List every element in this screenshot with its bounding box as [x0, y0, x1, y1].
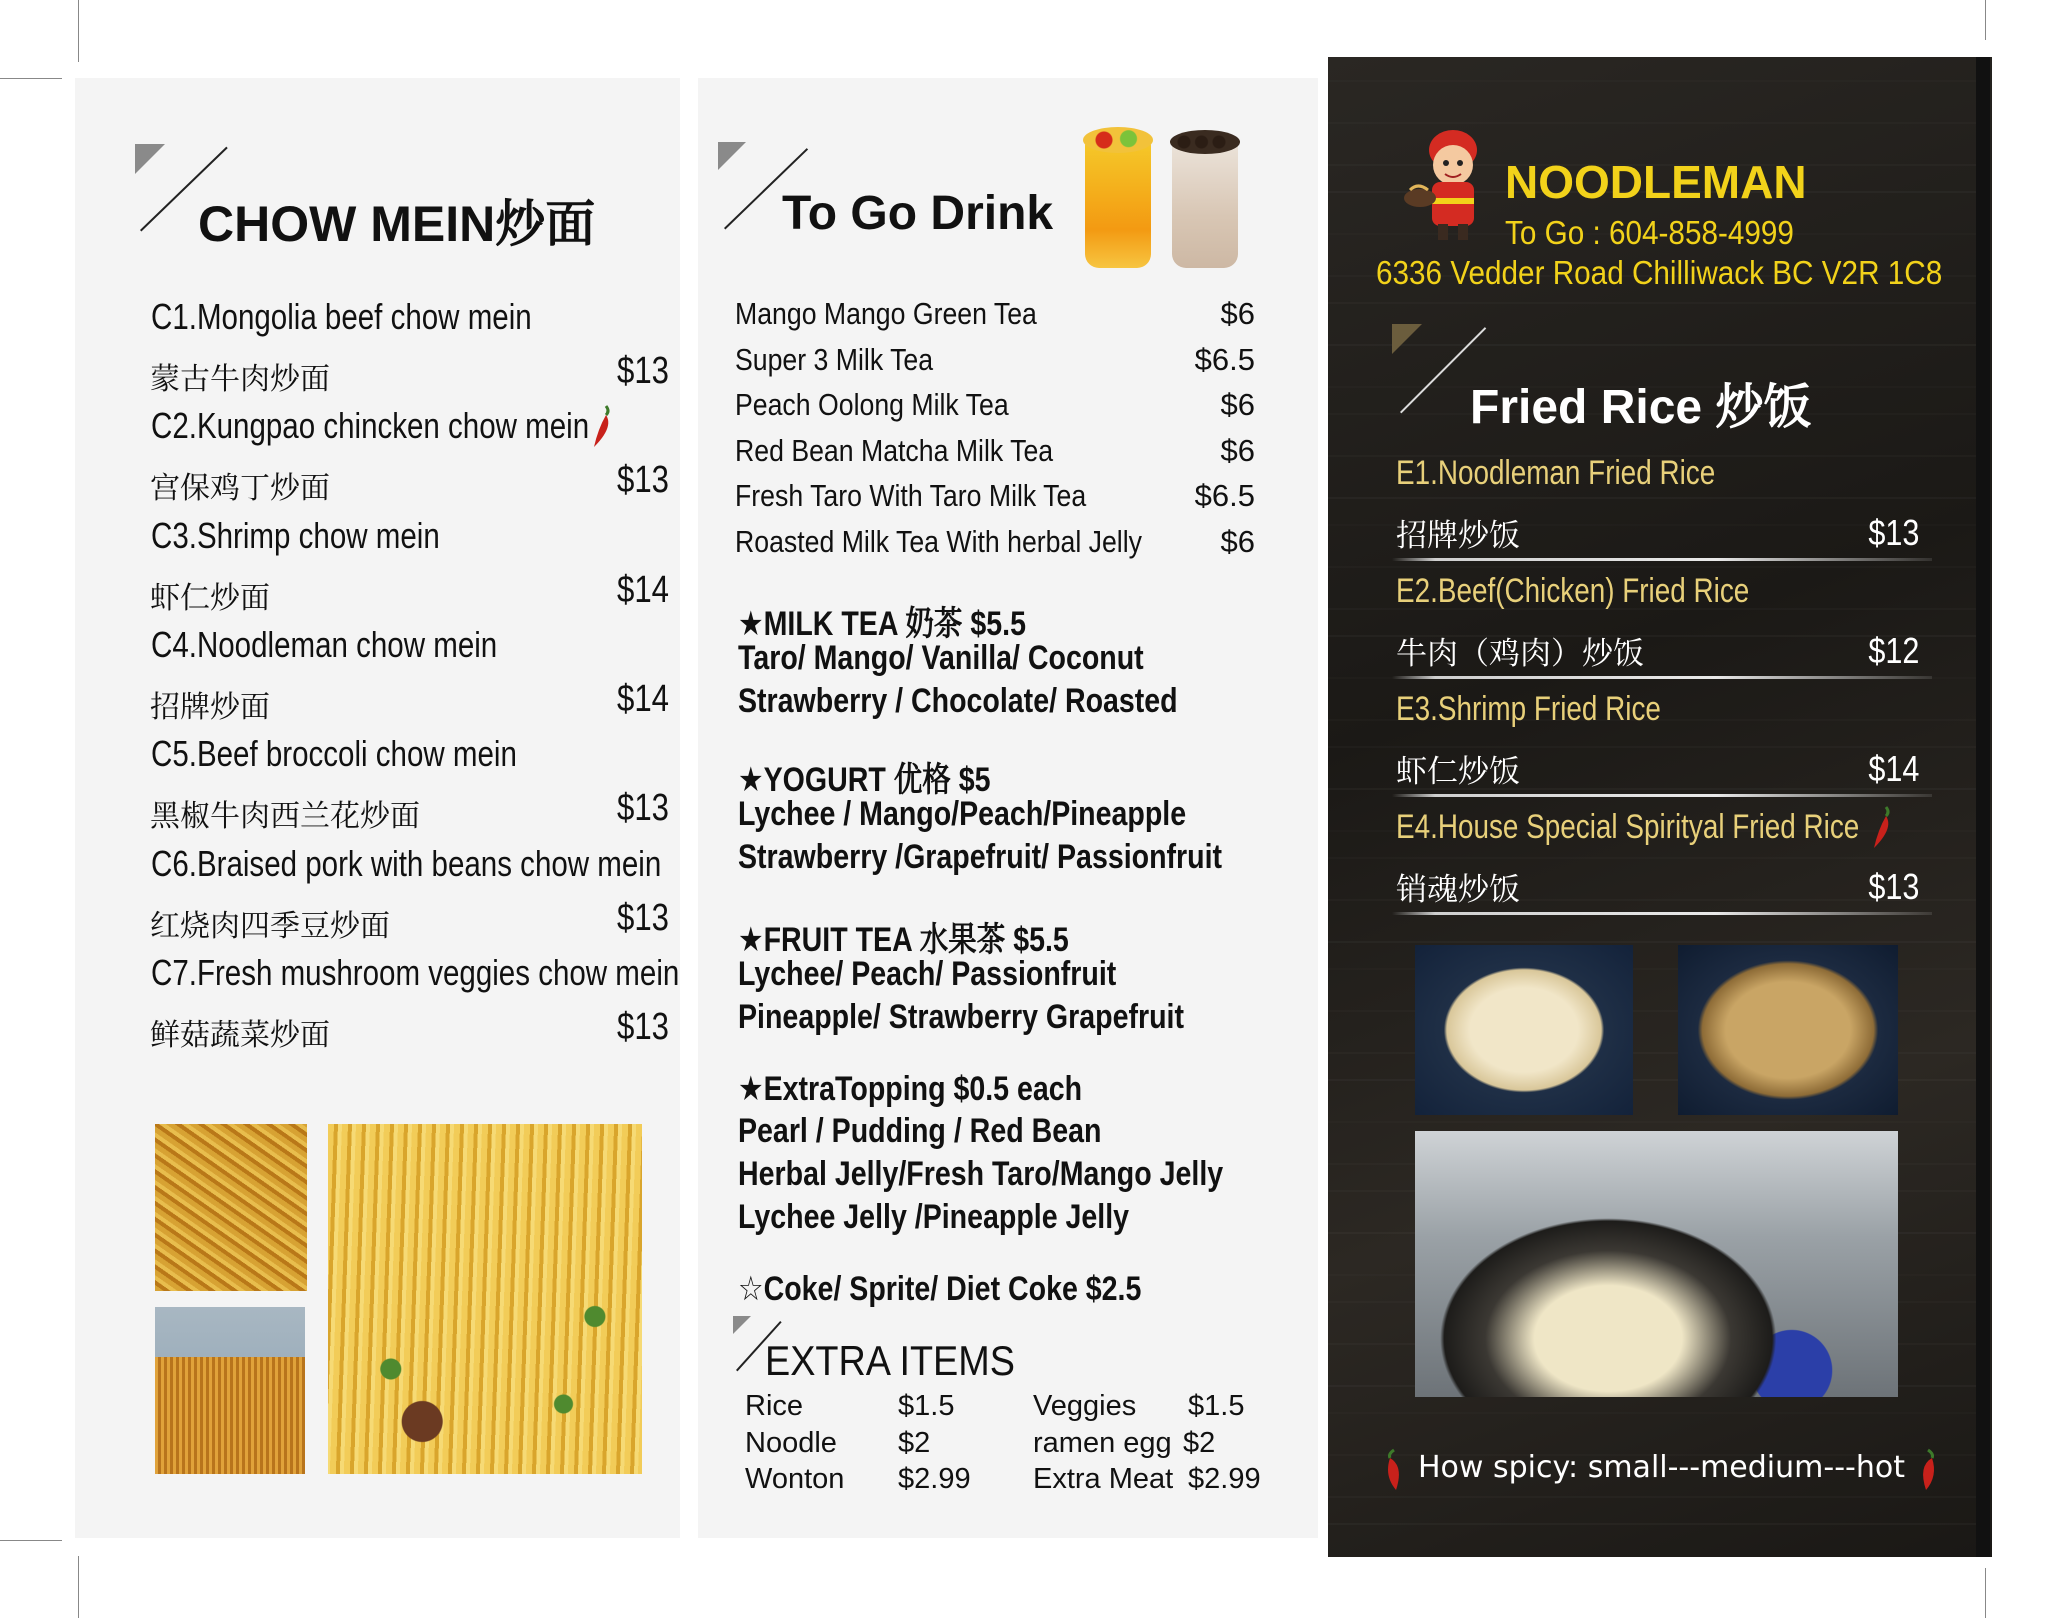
chow-mein-item-price: $13: [617, 896, 669, 939]
crop-mark: [78, 0, 79, 62]
drink-price: $6: [1220, 387, 1255, 422]
wood-grain: [1328, 497, 1978, 499]
fried-rice-photo-2: [1678, 945, 1898, 1115]
drink-price: $6.5: [1194, 341, 1255, 377]
drink-group-line: Strawberry / Chocolate/ Roasted: [738, 682, 1178, 720]
corner-triangle-icon: [1392, 324, 1422, 354]
drink-row: [735, 433, 1255, 473]
drink-group-line: Pineapple/ Strawberry Grapefruit: [738, 998, 1184, 1036]
drink-price: $6.5: [1194, 478, 1255, 513]
chow-mein-item-price: $13: [617, 787, 669, 830]
extra-items-title: EXTRA ITEMS: [765, 1337, 1015, 1384]
drink-row: [735, 296, 1255, 336]
fried-rice-divider: [1392, 794, 1932, 797]
drink-price: $6: [1220, 296, 1255, 331]
extra-item-price: $2.99: [898, 1463, 971, 1495]
extra-item-price: $2: [1183, 1426, 1216, 1459]
chow-mein-item-cn: 蒙古牛肉炒面: [150, 363, 330, 396]
extra-item-name: ramen egg: [1033, 1426, 1172, 1459]
drink-group-line: Strawberry /Grapefruit/ Passionfruit: [738, 838, 1223, 876]
drink-name: Peach Oolong Milk Tea: [735, 387, 1009, 422]
fried-rice-item-cn: 牛肉（鸡肉）炒饭: [1396, 636, 1644, 671]
drink-name: Super 3 Milk Tea: [735, 341, 934, 377]
extra-item-name: Extra Meat: [1033, 1463, 1174, 1495]
chow-mein-item-name: C7.Fresh mushroom veggies chow mein: [151, 951, 680, 993]
fried-rice-item-price: $14: [1868, 748, 1920, 789]
drink-name: Mango Mango Green Tea: [735, 296, 1037, 331]
chow-mein-item-cn: 招牌炒面: [150, 690, 270, 724]
chow-mein-item-cn: 鲜菇蔬菜炒面: [150, 1018, 330, 1052]
fried-rice-item-name: E3.Shrimp Fried Rice: [1396, 690, 1661, 728]
drink-group-line: Lychee/ Peach/ Passionfruit: [738, 955, 1117, 993]
drink-group-line: ★ExtraTopping $0.5 each: [738, 1070, 1083, 1108]
wood-grain: [1328, 566, 1978, 568]
chow-mein-photo-2: [155, 1307, 305, 1474]
wok-cooking-photo: [1415, 1131, 1898, 1397]
wood-grain: [1328, 80, 1978, 82]
chili-pepper-icon: [1914, 1446, 1942, 1494]
to-go-drink-title: To Go Drink: [782, 187, 1054, 240]
chow-mein-item-cn: 虾仁炒面: [150, 581, 270, 615]
wood-grain: [1328, 302, 1978, 304]
brand-address: 6336 Vedder Road Chilliwack BC V2R 1C8: [1376, 254, 1943, 291]
fried-rice-photo-1: [1415, 945, 1633, 1115]
chow-mein-item-name: C1.Mongolia beef chow mein: [151, 296, 532, 337]
brand-name: NOODLEMAN: [1505, 156, 1807, 208]
fried-rice-item-name: E4.House Special Spirityal Fried Rice: [1396, 808, 1860, 846]
wood-grain: [1328, 857, 1978, 859]
fried-rice-item-name: E2.Beef(Chicken) Fried Rice: [1396, 572, 1750, 610]
mascot-logo-icon: [1398, 120, 1508, 250]
fried-rice-item-cn: 招牌炒饭: [1396, 518, 1520, 553]
drink-name: Roasted Milk Tea With herbal Jelly: [735, 523, 1142, 559]
fried-rice-divider: [1392, 676, 1932, 679]
milk-tea-cup: [1172, 140, 1238, 268]
fried-rice-item-cn: 虾仁炒饭: [1396, 754, 1520, 789]
chow-mein-item-price: $13: [617, 459, 669, 502]
drink-group-line: Pearl / Pudding / Red Bean: [738, 1112, 1102, 1150]
chili-pepper-icon: [1380, 1446, 1408, 1494]
extra-item-price: $2.99: [1188, 1463, 1261, 1495]
drink-name: Red Bean Matcha Milk Tea: [735, 432, 1054, 468]
extra-item-name: Rice: [745, 1390, 804, 1422]
wood-grain: [1328, 1412, 1978, 1414]
fried-rice-item-price: $12: [1868, 630, 1920, 671]
soda-line: ☆Coke/ Sprite/ Diet Coke $2.5: [738, 1270, 1142, 1308]
fried-rice-divider: [1392, 912, 1932, 915]
chow-mein-item-price: $13: [617, 350, 669, 392]
chili-pepper-icon: [1868, 804, 1894, 852]
wood-grain: [1328, 1523, 1978, 1525]
drink-group-line: ★FRUIT TEA 水果茶 $5.5: [738, 921, 1069, 959]
chow-mein-item-price: $14: [617, 677, 669, 720]
chow-mein-item-cn: 红烧肉四季豆炒面: [150, 909, 390, 943]
chow-mein-photo-1: [155, 1124, 307, 1291]
chow-mein-photo-3: [328, 1124, 642, 1474]
chow-mein-item-name: C5.Beef broccoli chow mein: [151, 733, 517, 775]
crop-mark: [78, 1556, 79, 1618]
drink-row: [735, 524, 1255, 564]
brand-phone: To Go : 604-858-4999: [1505, 214, 1794, 251]
drink-price: $6: [1220, 523, 1255, 559]
drink-row: [735, 478, 1255, 518]
drink-price: $6: [1220, 432, 1255, 468]
chili-pepper-icon: [588, 403, 614, 451]
drink-row: [735, 342, 1255, 382]
chow-mein-item-cn: 黑椒牛肉西兰花炒面: [150, 800, 420, 834]
drink-group-line: Herbal Jelly/Fresh Taro/Mango Jelly: [738, 1155, 1224, 1193]
chow-mein-item-price: $13: [617, 1005, 669, 1048]
corner-triangle-icon: [733, 1316, 751, 1334]
chow-mein-item-name: C6.Braised pork with beans chow mein: [151, 842, 662, 884]
crop-mark: [1985, 1568, 1986, 1618]
spicy-note: How spicy: small---medium---hot: [1418, 1450, 1905, 1485]
crop-mark: [1985, 0, 1986, 40]
fried-rice-title: Fried Rice 炒饭: [1470, 381, 1812, 434]
fried-rice-item-cn: 销魂炒饭: [1396, 872, 1520, 907]
fried-rice-divider: [1392, 558, 1932, 561]
wood-grain: [1328, 344, 1978, 346]
drink-row: [735, 387, 1255, 427]
chow-mein-item-name: C3.Shrimp chow mein: [151, 514, 440, 556]
extra-item-price: $1.5: [898, 1390, 955, 1422]
mango-drink-cup: [1085, 140, 1151, 268]
crop-mark: [0, 78, 62, 79]
chow-mein-item-name: C4.Noodleman chow mein: [151, 623, 498, 665]
chow-mein-item-price: $14: [617, 568, 669, 611]
wood-grain: [1328, 941, 1978, 943]
chow-mein-item-cn: 宫保鸡丁炒面: [150, 472, 330, 506]
crop-mark: [0, 1540, 62, 1541]
extra-item-name: Veggies: [1033, 1390, 1137, 1422]
drink-name: Fresh Taro With Taro Milk Tea: [735, 478, 1087, 513]
fried-rice-item-name: E1.Noodleman Fried Rice: [1396, 454, 1716, 492]
extra-item-price: $2: [898, 1426, 931, 1459]
extra-item-name: Wonton: [745, 1463, 845, 1495]
drink-group-line: Lychee / Mango/Peach/Pineapple: [738, 795, 1187, 833]
extra-item-name: Noodle: [745, 1426, 837, 1459]
panel-edge-mark: [1976, 57, 1990, 1557]
milk-tea-pearls: [1170, 130, 1240, 154]
drink-group-line: ★YOGURT 优格 $5: [738, 761, 991, 799]
extra-item-price: $1.5: [1188, 1390, 1245, 1422]
chow-mein-title: CHOW MEIN炒面: [198, 196, 596, 252]
wood-grain: [1328, 1496, 1978, 1498]
fried-rice-item-price: $13: [1868, 512, 1920, 553]
wood-grain: [1328, 1121, 1978, 1123]
drink-group-line: Taro/ Mango/ Vanilla/ Coconut: [738, 639, 1144, 677]
fried-rice-item-price: $13: [1868, 866, 1920, 907]
corner-triangle-icon: [135, 144, 165, 174]
chow-mein-item-name: C2.Kungpao chincken chow mein: [151, 405, 590, 447]
mango-drink-topping: [1083, 127, 1153, 153]
drink-group-line: Lychee Jelly /Pineapple Jelly: [738, 1198, 1130, 1236]
corner-triangle-icon: [718, 142, 746, 170]
drink-group-line: ★MILK TEA 奶茶 $5.5: [738, 605, 1026, 643]
